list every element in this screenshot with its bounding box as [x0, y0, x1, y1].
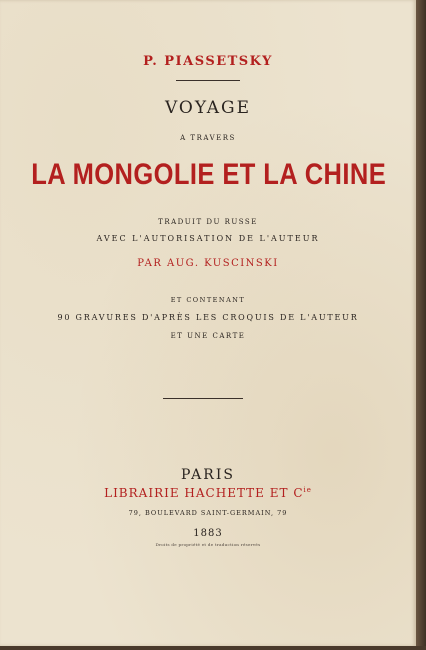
publisher-superscript: ie — [303, 486, 312, 494]
city-name: PARIS — [181, 467, 235, 483]
engravings-note: 90 GRAVURES D'APRÈS LES CROQUIS DE L'AUTEUR — [57, 313, 359, 322]
publisher-address: 79, BOULEVARD SAINT-GERMAIN, 79 — [128, 509, 288, 517]
publication-year: 1883 — [193, 528, 223, 539]
rights-notice: Droits de propriété et de traduction réservés — [155, 542, 261, 547]
book-edge-right — [416, 0, 426, 650]
voyage-heading: VOYAGE — [164, 98, 252, 118]
publisher-name — [0, 486, 416, 500]
authorization-note: AVEC L'AUTORISATION DE L'AUTEUR — [96, 234, 320, 243]
publisher-text: LIBRAIRIE HACHETTE ET C — [104, 486, 304, 500]
translator-name: PAR AUG. KUSCINSKI — [137, 258, 279, 269]
map-note: ET UNE CARTE — [170, 332, 246, 340]
middle-rule — [163, 398, 243, 399]
contents-intro: ET CONTENANT — [170, 296, 246, 304]
book-title: LA MONGOLIE ET LA CHINE — [31, 158, 387, 191]
top-rule — [176, 80, 240, 81]
author-name: P. PIASSETSKY — [143, 54, 273, 69]
translated-note: TRADUIT DU RUSSE — [158, 218, 258, 226]
book-edge-bottom — [0, 646, 426, 650]
a-travers-text: A TRAVERS — [180, 134, 236, 142]
